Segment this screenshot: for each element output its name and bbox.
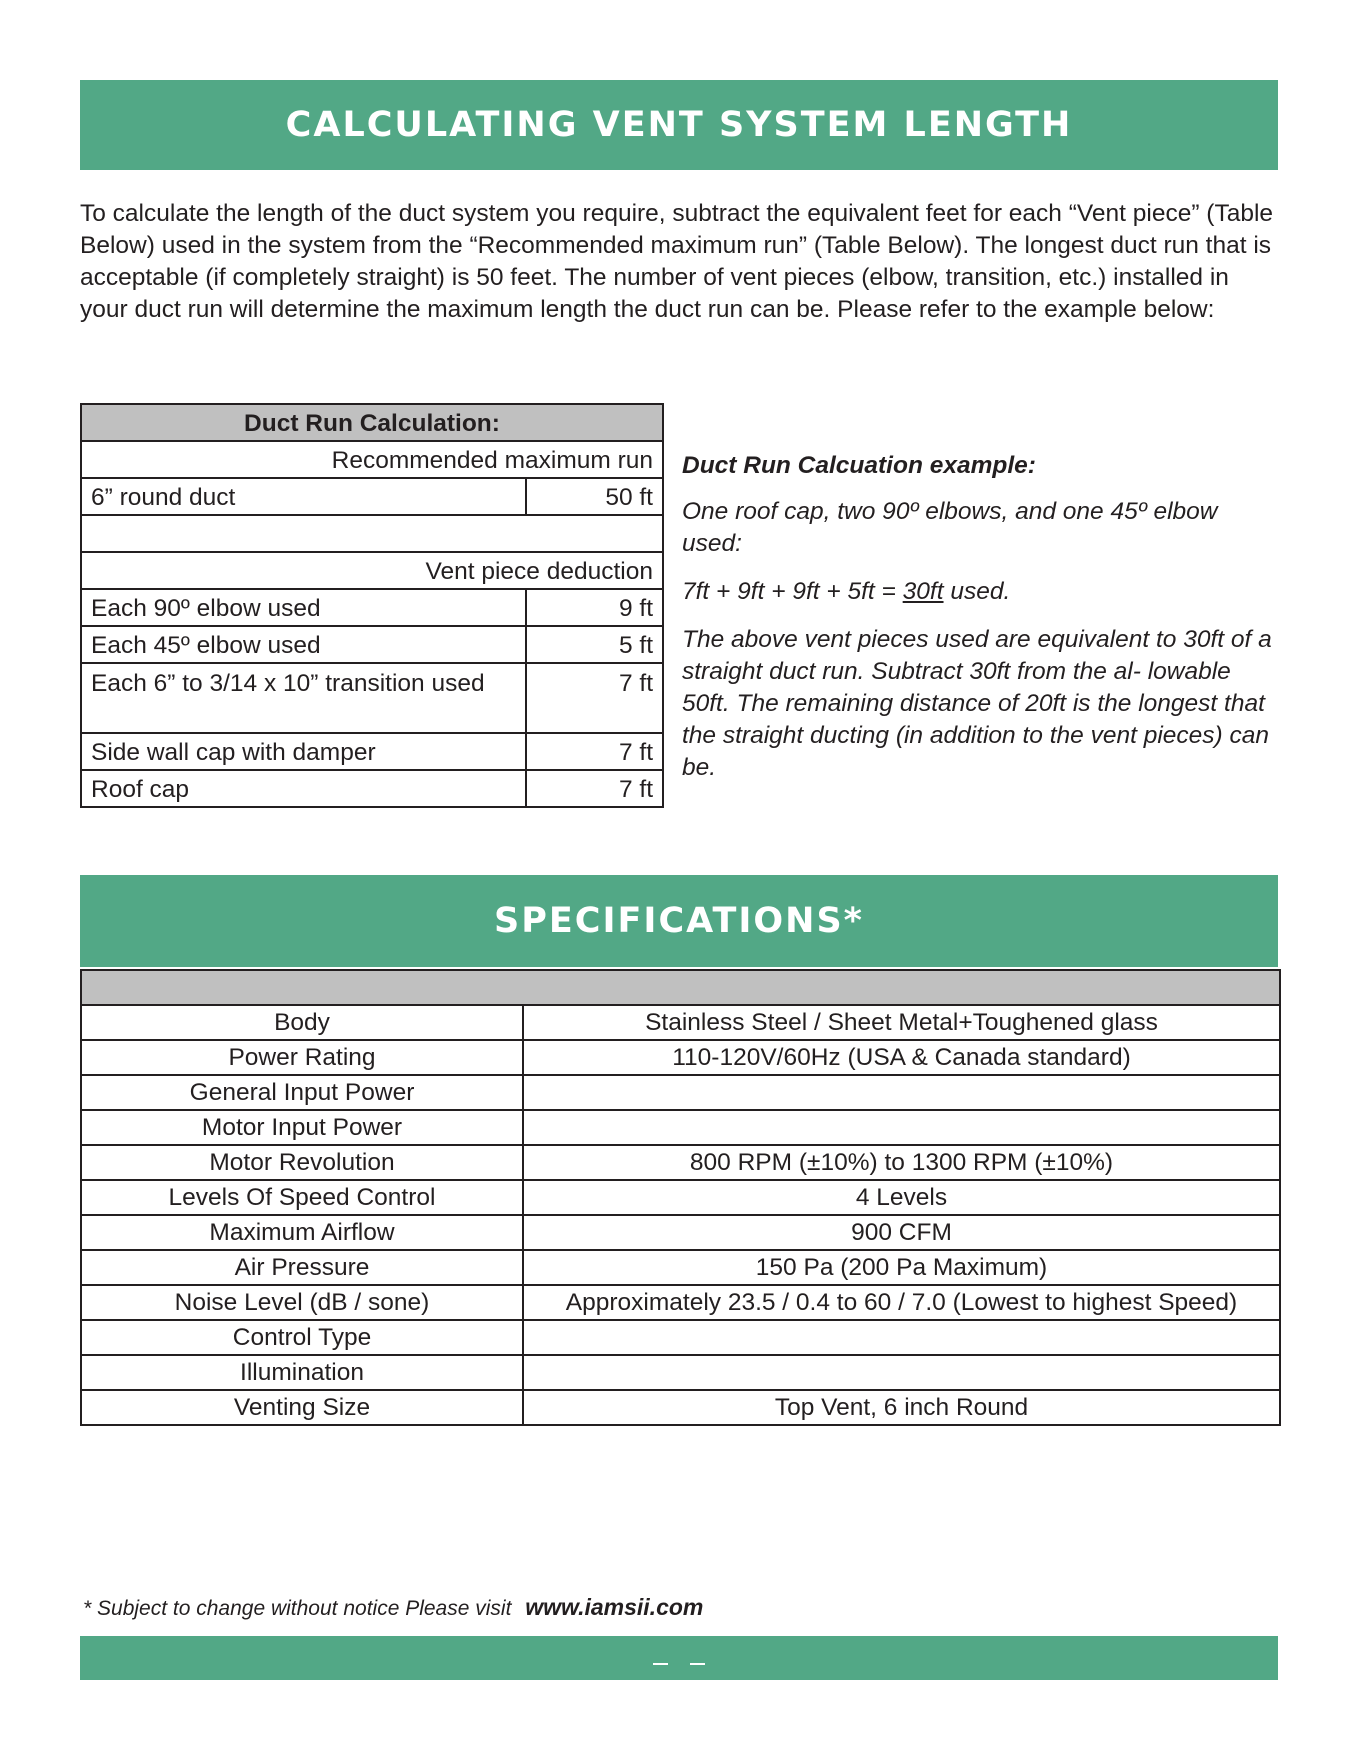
page-number-dash [653,1663,668,1665]
equation-suffix: used. [943,578,1011,605]
spec-row [81,1390,1280,1425]
vent-section-banner [80,80,1278,170]
spec-header-cell [81,970,1280,1005]
duct-table-row [81,589,663,626]
duct-table-max-run-row [81,441,663,478]
piece-value: 9 ft [526,589,663,626]
duct-table-deduction-row [81,552,663,589]
duct-table-row [81,733,663,770]
spec-label: Motor Revolution [81,1145,523,1180]
spec-row [81,1355,1280,1390]
spec-label: Motor Input Power [81,1110,523,1145]
footnote-text: * Subject to change without notice Please visit [83,1597,512,1620]
specifications-table [80,969,1281,1426]
spec-value: 4 Levels [523,1180,1280,1215]
example-line: One roof cap, two 90º elbows, and one 45º elbow used: [682,498,1218,557]
example-explanation: The above vent pieces used are equivalent to 30ft of a straight duct run. Subtract 30ft from the al- lowable 50ft. The remaining distance of 20ft is the longest that the straight ducting (in addition to the vent pieces) can be. [682,626,1272,781]
spacer-cell [81,515,663,552]
spec-row [81,1145,1280,1180]
spec-row [81,1215,1280,1250]
spec-value [523,1355,1280,1390]
equation-prefix: 7ft + 9ft + 9ft + 5ft = [682,578,903,605]
specifications-title: SPECIFICATIONS* [494,901,864,941]
page-number-dash [690,1663,705,1665]
equation-total: 30ft [902,578,944,605]
piece-value: 5 ft [526,626,663,663]
vent-section-title: CALCULATING VENT SYSTEM LENGTH [285,105,1073,145]
spec-value [523,1075,1280,1110]
piece-value: 7 ft [526,770,663,807]
spec-row [81,1285,1280,1320]
footnote [83,1594,703,1621]
piece-label: Roof cap [81,770,526,807]
spec-label: Levels Of Speed Control [81,1180,523,1215]
piece-value: 7 ft [526,663,663,733]
spec-row [81,1320,1280,1355]
spec-label: Control Type [81,1320,523,1355]
spec-row [81,1250,1280,1285]
piece-label: Each 90º elbow used [81,589,526,626]
spec-label: Maximum Airflow [81,1215,523,1250]
piece-label: Each 45º elbow used [81,626,526,663]
spec-value: Approximately 23.5 / 0.4 to 60 / 7.0 (Lowest to highest Speed) [523,1285,1280,1320]
specifications-banner [80,875,1278,967]
duct-table-title: Duct Run Calculation: [81,404,663,441]
round-duct-label: 6” round duct [81,478,526,515]
spec-label: General Input Power [81,1075,523,1110]
spec-value [523,1110,1280,1145]
duct-table-row [81,663,663,733]
spec-value: Stainless Steel / Sheet Metal+Toughened glass [523,1005,1280,1040]
round-duct-value: 50 ft [526,478,663,515]
spec-value: 800 RPM (±10%) to 1300 RPM (±10%) [523,1145,1280,1180]
duct-table-spacer-row [81,515,663,552]
spec-row [81,1040,1280,1075]
spec-label: Body [81,1005,523,1040]
spec-row [81,1005,1280,1040]
duct-table-row [81,770,663,807]
spec-label: Venting Size [81,1390,523,1425]
spec-table-header-row [81,970,1280,1005]
spec-row [81,1180,1280,1215]
website-link[interactable]: www.iamsii.com [525,1594,704,1620]
spec-label: Noise Level (dB / sone) [81,1285,523,1320]
piece-value: 7 ft [526,733,663,770]
piece-label: Side wall cap with damper [81,733,526,770]
spec-value: 110-120V/60Hz (USA & Canada standard) [523,1040,1280,1075]
spec-value [523,1320,1280,1355]
spec-row [81,1110,1280,1145]
deduction-heading: Vent piece deduction [81,552,663,589]
vent-intro-paragraph: To calculate the length of the duct system you require, subtract the equivalent feet for each “Vent piece” (Table Below) used in the system from the “Recommended maximum run” (Table Below). The longest duct run that is acceptable (if completely straight) is 50 feet. The number of vent pieces (elbow, transition, etc.) installed in your duct run will determine the maximum length the duct run can be. Please refer to the example below: [80,200,1274,323]
duct-run-example [682,450,1282,800]
duct-table-row [81,478,663,515]
duct-table-header-row [81,404,663,441]
example-equation [682,576,1282,608]
spec-value: 900 CFM [523,1215,1280,1250]
example-title: Duct Run Calcuation example: [682,452,1036,479]
footer-bar [80,1636,1278,1680]
spec-label: Illumination [81,1355,523,1390]
spec-value: 150 Pa (200 Pa Maximum) [523,1250,1280,1285]
spec-label: Air Pressure [81,1250,523,1285]
max-run-heading: Recommended maximum run [81,441,663,478]
duct-run-table [80,403,664,808]
piece-label: Each 6” to 3/14 x 10” transition used [81,663,526,733]
spec-label: Power Rating [81,1040,523,1075]
spec-value: Top Vent, 6 inch Round [523,1390,1280,1425]
spec-row [81,1075,1280,1110]
duct-table-row [81,626,663,663]
